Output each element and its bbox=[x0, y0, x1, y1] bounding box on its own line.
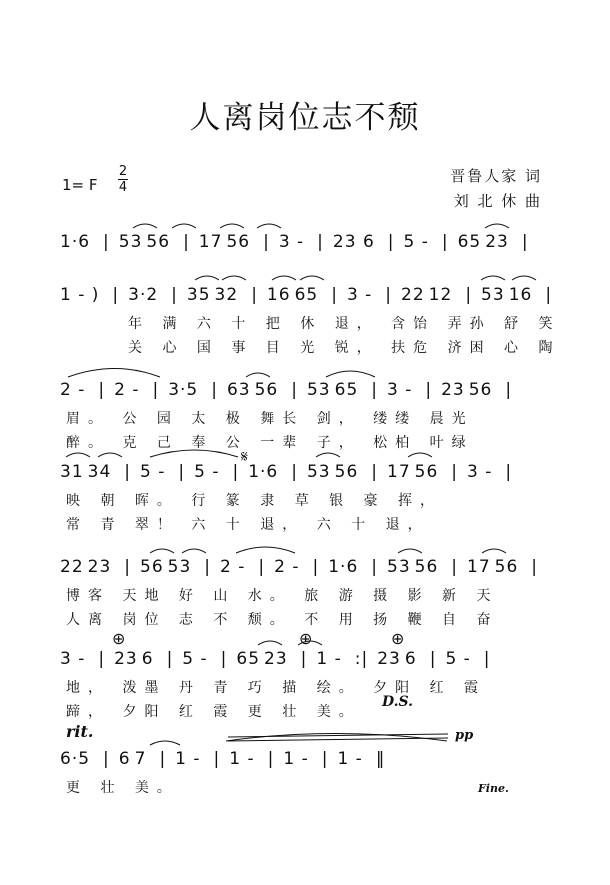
note-token: | bbox=[531, 557, 539, 577]
note-token: 56 bbox=[226, 232, 251, 252]
note-token: | bbox=[321, 749, 329, 769]
note-token: 53 bbox=[387, 557, 411, 577]
note-token: 1·6 bbox=[248, 462, 279, 482]
note-token: | bbox=[220, 649, 228, 669]
note-token: | bbox=[505, 380, 513, 400]
lyric-line: 博客 天地 好 山 水。 旅 游 摄 影 新 天 bbox=[66, 588, 499, 604]
note-token: | bbox=[387, 232, 395, 252]
note-token: | bbox=[166, 649, 174, 669]
note-token: | bbox=[505, 462, 513, 482]
note-token: 23 bbox=[114, 649, 138, 669]
note-token: 65 bbox=[457, 232, 482, 252]
lyric-line: 年 满 六 十 把 休 退， 含饴 弄孙 舒 笑 bbox=[128, 316, 561, 332]
lyric-line: 眉。 公 园 太 极 舞长 剑， 缕缕 晨光 bbox=[66, 411, 474, 427]
key-label: 1= F bbox=[62, 176, 98, 194]
note-token: 17 bbox=[387, 462, 411, 482]
note-token: | bbox=[258, 557, 266, 577]
lyric-line: 映 朝 晖。 行 篆 隶 草 银 豪 挥， bbox=[66, 493, 443, 509]
segno-sign: 𝄋 bbox=[241, 447, 248, 466]
note-token: | bbox=[98, 649, 106, 669]
note-token: 31 bbox=[60, 462, 84, 482]
score-title: 人离岗位志不颓 bbox=[189, 100, 421, 136]
lyric-line: 常 青 翠！ 六 十 退， 六 十 退， bbox=[66, 517, 430, 533]
note-token: 2 - bbox=[220, 557, 246, 577]
note-token: | bbox=[331, 285, 338, 305]
note-token: 34 bbox=[87, 462, 112, 482]
note-token: | bbox=[371, 462, 378, 482]
note-token: 35 bbox=[186, 285, 211, 305]
note-token: | bbox=[103, 749, 110, 769]
note-token: 63 bbox=[226, 380, 251, 400]
composer-credit: 刘 北 休 曲 bbox=[453, 192, 542, 210]
note-token: | bbox=[204, 557, 212, 577]
note-token: | bbox=[425, 380, 433, 400]
note-token: | bbox=[171, 285, 178, 305]
note-token: 12 bbox=[428, 285, 453, 305]
note-token: 6 bbox=[404, 649, 417, 669]
note-token: 6 bbox=[141, 649, 154, 669]
ds-marking: D.S. bbox=[382, 694, 414, 710]
note-token: 1 - bbox=[229, 749, 255, 769]
note-token: 22 bbox=[401, 285, 425, 305]
coda-sign: ⊕ bbox=[112, 629, 126, 648]
note-token: | bbox=[371, 380, 378, 400]
note-token: 7 bbox=[134, 749, 147, 769]
note-token: 6·5 bbox=[60, 749, 91, 769]
note-token: 23 bbox=[264, 649, 288, 669]
note-token: | bbox=[112, 285, 120, 305]
note-token: 1 - bbox=[316, 649, 342, 669]
note-token: | bbox=[251, 285, 258, 305]
note-token: | bbox=[291, 380, 298, 400]
note-token: 1·6 bbox=[328, 557, 359, 577]
note-token: 1·6 bbox=[60, 232, 91, 252]
note-token: | bbox=[263, 232, 270, 252]
note-token: 23 bbox=[441, 380, 465, 400]
note-token: | bbox=[385, 285, 393, 305]
lyric-line: 地， 泼墨 丹 青 巧 描 绘。 夕阳 红 霞 bbox=[66, 680, 487, 696]
note-token: 1 - bbox=[283, 749, 309, 769]
note-token: | bbox=[178, 462, 186, 482]
lyric-line: 更 壮 美。 bbox=[66, 780, 179, 796]
time-top: 2 bbox=[118, 164, 128, 179]
rit-marking: rit. bbox=[66, 722, 94, 741]
note-token: 53 bbox=[306, 380, 331, 400]
note-token: 53 bbox=[118, 232, 143, 252]
note-token: | bbox=[451, 462, 459, 482]
note-token: 3 - bbox=[60, 649, 86, 669]
note-token: | bbox=[441, 232, 449, 252]
fine-marking: Fine. bbox=[478, 782, 509, 795]
note-token: 56 bbox=[414, 462, 439, 482]
note-token: | bbox=[483, 649, 491, 669]
note-token: 1 - bbox=[337, 749, 363, 769]
note-token: 1 - bbox=[175, 749, 201, 769]
note-token: 3 - bbox=[387, 380, 413, 400]
note-token: 17 bbox=[467, 557, 491, 577]
note-token: 3 - bbox=[278, 232, 305, 252]
note-token: 65 bbox=[294, 285, 319, 305]
note-token: 1 - ) bbox=[60, 285, 100, 305]
note-token: | bbox=[267, 749, 275, 769]
note-token: | bbox=[103, 232, 110, 252]
note-token: 17 bbox=[198, 232, 223, 252]
note-token: 56 bbox=[468, 380, 493, 400]
note-token: 16 bbox=[508, 285, 533, 305]
note-token: | bbox=[300, 649, 308, 669]
note-token: 56 bbox=[414, 557, 439, 577]
note-token: 6 bbox=[118, 749, 131, 769]
note-token: 53 bbox=[167, 557, 192, 577]
note-token: :| bbox=[354, 649, 369, 669]
note-token: 23 bbox=[87, 557, 112, 577]
coda-sign: ⊕ bbox=[299, 629, 313, 648]
note-token: 2 - bbox=[274, 557, 300, 577]
note-token: | bbox=[211, 380, 218, 400]
note-token: | bbox=[124, 557, 132, 577]
note-token: 2 - bbox=[114, 380, 140, 400]
note-token: | bbox=[429, 649, 437, 669]
note-token: | bbox=[183, 232, 190, 252]
note-token: ‖ bbox=[375, 749, 386, 769]
time-bottom: 4 bbox=[118, 180, 128, 195]
note-token: 65 bbox=[236, 649, 261, 669]
note-token: 22 bbox=[60, 557, 84, 577]
note-token: 3·5 bbox=[168, 380, 199, 400]
note-token: 5 - bbox=[194, 462, 220, 482]
note-token: | bbox=[465, 285, 473, 305]
note-token: | bbox=[451, 557, 459, 577]
lyric-line: 人离 岗位 志 不 颓。 不 用 扬 鞭 自 奋 bbox=[66, 612, 499, 628]
note-token: 2 - bbox=[60, 380, 86, 400]
lyricist-credit: 晋鲁人家 词 bbox=[450, 167, 542, 185]
coda-sign: ⊕ bbox=[391, 629, 405, 648]
note-token: 23 6 bbox=[332, 232, 375, 252]
note-token: 56 bbox=[494, 557, 519, 577]
note-token: | bbox=[98, 380, 106, 400]
note-token: | bbox=[124, 462, 132, 482]
note-token: 32 bbox=[214, 285, 239, 305]
note-token: | bbox=[545, 285, 553, 305]
note-token: | bbox=[152, 380, 160, 400]
note-token: 23 bbox=[485, 232, 509, 252]
note-token: 56 bbox=[140, 557, 164, 577]
note-token: | bbox=[213, 749, 221, 769]
note-token: | bbox=[317, 232, 324, 252]
note-token: | bbox=[232, 462, 240, 482]
note-token: 5 - bbox=[403, 232, 429, 252]
note-token: 3 - bbox=[346, 285, 373, 305]
note-token: 56 bbox=[334, 462, 359, 482]
lyric-line: 蹄， 夕阳 红 霞 更 壮 美。 bbox=[66, 704, 361, 720]
note-token: 5 - bbox=[182, 649, 208, 669]
note-token: 65 bbox=[334, 380, 359, 400]
note-token: 3 - bbox=[467, 462, 493, 482]
note-token: | bbox=[159, 749, 167, 769]
note-token: 53 bbox=[306, 462, 331, 482]
note-token: | bbox=[312, 557, 320, 577]
pp-marking: pp bbox=[455, 728, 474, 743]
note-token: | bbox=[291, 462, 298, 482]
note-token: 5 - bbox=[140, 462, 166, 482]
note-token: 16 bbox=[266, 285, 291, 305]
lyric-line: 关 心 国 事 目 光 锐， 扶危 济困 心 陶 bbox=[128, 340, 561, 356]
note-token: 3·2 bbox=[128, 285, 159, 305]
note-token: 53 bbox=[481, 285, 505, 305]
lyric-line: 醉。 克 己 奉 公 一辈 子， 松柏 叶绿 bbox=[66, 435, 474, 451]
note-token: 56 bbox=[146, 232, 171, 252]
note-token: 23 bbox=[377, 649, 401, 669]
note-token: 5 - bbox=[445, 649, 471, 669]
note-token: | bbox=[521, 232, 529, 252]
note-token: | bbox=[371, 557, 378, 577]
note-token: 56 bbox=[254, 380, 279, 400]
